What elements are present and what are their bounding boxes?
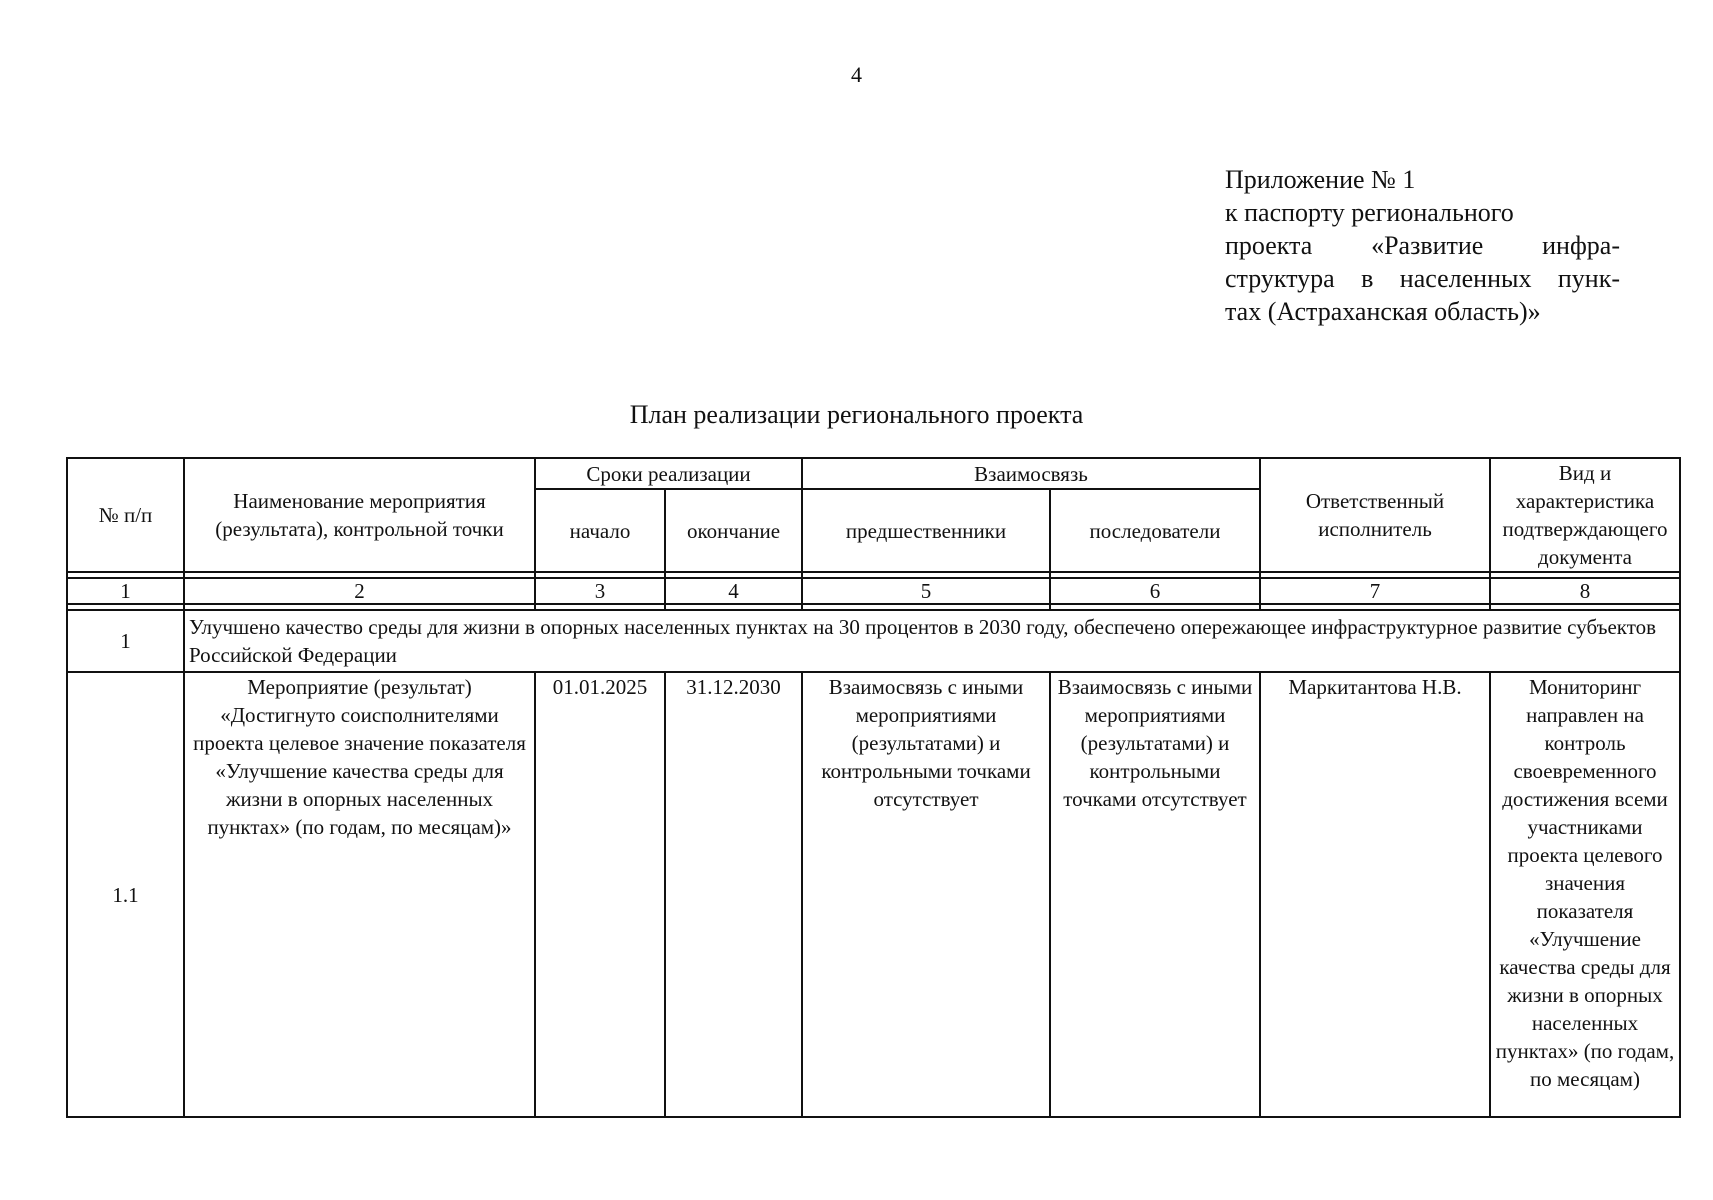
column-number: 1 [67,578,184,604]
header-responsible: Ответственный исполнитель [1260,458,1490,572]
header-start: начало [535,489,665,572]
appendix-line-4 [1225,262,1620,295]
appendix-word: населенных [1399,264,1532,293]
row-responsible: Маркитантова Н.В. [1260,672,1490,1117]
row-number: 1.1 [67,672,184,1117]
appendix-word: «Развитие [1371,231,1484,260]
table-row [67,672,1680,1117]
header-successors: последователи [1050,489,1260,572]
plan-table [66,457,1681,1118]
header-number: № п/п [67,458,184,572]
appendix-word: инфра- [1542,231,1620,260]
appendix-word: структура [1225,264,1335,293]
column-number: 7 [1260,578,1490,604]
row-name: Мероприятие (результат) «Достигнуто соисполнителями проекта целевое значение показателя «Улучшение качества среды для жизни в опорных населенных пунктах» (по годам, по месяцам)» [184,672,535,1117]
column-number: 4 [665,578,802,604]
header-terms-group: Сроки реализации [535,458,802,489]
appendix-word: в [1361,264,1374,293]
row-predecessors: Взаимосвязь с иными мероприятиями (результатами) и контрольными точками отсутствует [802,672,1050,1117]
row-end: 31.12.2030 [665,672,802,1117]
appendix-line-3 [1225,229,1620,262]
row-start: 01.01.2025 [535,672,665,1117]
appendix-word: пунк- [1557,264,1620,293]
header-document: Вид и характеристика подтверждающего документа [1490,458,1680,572]
section-row [67,610,1680,672]
column-number: 2 [184,578,535,604]
column-number: 6 [1050,578,1260,604]
header-end: окончание [665,489,802,572]
header-relation-group: Взаимосвязь [802,458,1260,489]
section-text: Улучшено качество среды для жизни в опорных населенных пунктах на 30 процентов в 2030 году, обеспечено опережающее инфраструктурное развитие субъектов Российской Федерации [184,610,1680,672]
column-numbers-row [67,578,1680,604]
column-number: 8 [1490,578,1680,604]
column-number: 3 [535,578,665,604]
plan-title: План реализации регионального проекта [629,400,1084,429]
row-document: Мониторинг направлен на контроль своевременного достижения всеми участниками проекта целевого значения показателя «Улучшение качества среды для жизни в опорных населенных пунктах» (по годам, по месяцам) [1490,672,1680,1117]
appendix-line-1: Приложение № 1 [1225,165,1416,194]
column-number: 5 [802,578,1050,604]
appendix-line-2: к паспорту регионального [1225,198,1514,227]
appendix-note [1225,163,1625,328]
appendix-line-5: тах (Астраханская область)» [1225,297,1541,326]
page-number: 4 [851,62,862,87]
section-number: 1 [67,610,184,672]
header-predecessors: предшественники [802,489,1050,572]
header-name: Наименование мероприятия (результата), контрольной точки [184,458,535,572]
header-row-1 [67,458,1680,489]
row-successors: Взаимосвязь с иными мероприятиями (результатами) и контрольными точками отсутствует [1050,672,1260,1117]
appendix-word: проекта [1225,231,1313,260]
